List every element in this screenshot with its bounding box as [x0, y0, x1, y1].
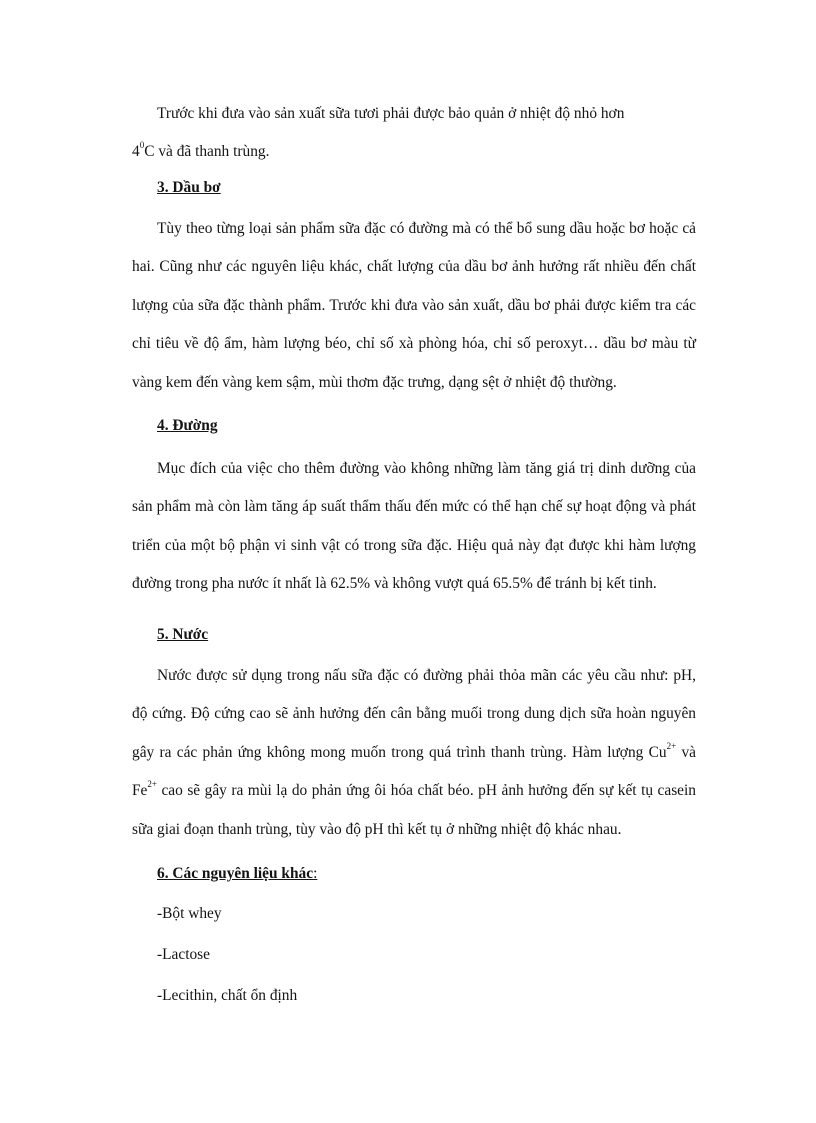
section-heading-nguyen-lieu-khac: [157, 864, 317, 884]
section-heading-nuoc: 5. Nước: [157, 626, 209, 643]
section-3-text: Tùy theo từng loại sản phẩm sữa đặc có đường mà có thể bổ sung dầu hoặc bơ hoặc cả hai. Cũng như các nguyên liệu khác, chất lượng của dầu bơ ảnh hưởng rất nhiều đến chất lượng của sữa đặc thành phẩm. Trước khi đưa vào sản xuất, dầu bơ phải được kiểm tra các chỉ tiêu về độ ẩm, hàm lượng béo, chỉ số xà phòng hóa, chỉ số peroxyt… dầu bơ màu từ vàng kem đến vàng kem sậm, mùi thơm đặc trưng, dạng sệt ở nhiệt độ thường.: [132, 220, 696, 391]
section-5-text-a: Nước được sử dụng trong nấu sữa đặc có đường phải thỏa mãn các yêu cầu như: pH, độ cứng. Độ cứng cao sẽ ảnh hưởng đến cân bằng muối trong dung dịch sữa hoàn nguyên gây ra các phản ứng không mong muốn trong quá trình thanh trùng. Hàm lượng Cu: [132, 667, 696, 761]
section-4-text: Mục đích của việc cho thêm đường vào không những làm tăng giá trị dinh dưỡng của sản phẩm mà còn làm tăng áp suất thẩm thấu đến mức có thể hạn chế sự hoạt động và phát triển của một bộ phận vi sinh vật có trong sữa đặc. Hiệu quả này đạt được khi hàm lượng đường trong pha nước ít nhất là 62.5% và không vượt quá 65.5% để tránh bị kết tinh.: [132, 460, 696, 593]
section-6-heading-text: 6. Các nguyên liệu khác: [157, 865, 314, 882]
intro-paragraph: [132, 95, 696, 172]
list-item: -Bột whey: [157, 905, 222, 922]
temp-value: 4: [132, 143, 140, 161]
section-heading-dau-bo: 3. Dầu bơ: [157, 179, 221, 196]
cu-superscript: 2+: [666, 740, 677, 751]
section-4-paragraph: [132, 450, 696, 604]
section-5-text-b: và Fe: [132, 743, 696, 800]
section-5-text-c: cao sẽ gây ra mùi lạ do phản ứng ôi hóa chất béo. pH ảnh hưởng đến sự kết tụ casein sữa giai đoạn thanh trùng, tùy vào độ pH thì kết tụ ở những nhiệt độ khác nhau.: [132, 782, 696, 838]
section-6-colon: :: [313, 865, 318, 882]
list-item: -Lecithin, chất ổn định: [157, 987, 298, 1004]
fe-superscript: 2+: [147, 779, 157, 790]
section-heading-duong: 4. Đường: [157, 417, 218, 434]
list-item: -Lactose: [157, 946, 210, 963]
intro-line-2: C và đã thanh trùng.: [144, 143, 270, 161]
temp-superscript: 0: [139, 140, 145, 151]
intro-line-1: Trước khi đưa vào sản xuất sữa tươi phải được bảo quản ở nhiệt độ nhỏ hơn: [157, 105, 625, 122]
section-5-paragraph: [132, 657, 696, 849]
section-3-paragraph: [132, 210, 696, 402]
